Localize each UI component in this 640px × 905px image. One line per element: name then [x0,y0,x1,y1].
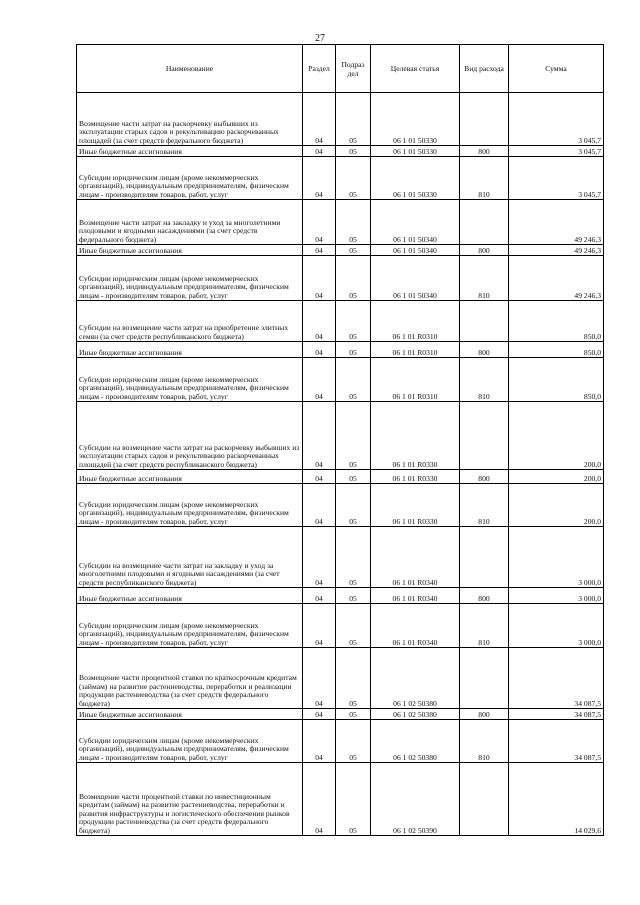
row-name-cell: Субсидии юридическим лицам (кроме некоммерческих организаций), индивидуальным предпринимателям, физическим лицам - производителям товаров, работ, услуг [77,484,303,527]
row-amount-cell: 34 087,5 [509,709,604,720]
row-section-cell: 04 [303,245,336,256]
row-subsection-cell: 05 [336,256,371,301]
table-row [77,484,604,527]
row-article-cell: 06 1 01 50330 [371,146,460,157]
row-article-cell: 06 1 02 50380 [371,720,460,763]
row-article-cell: 06 1 01 R0310 [371,358,460,402]
row-subsection-cell: 05 [336,200,371,245]
table-header-row [77,45,604,93]
row-article-cell: 06 1 02 50380 [371,709,460,720]
row-expense-cell: 810 [460,157,509,200]
row-expense-cell: 810 [460,256,509,301]
row-name-cell: Возмещение части процентной ставки по краткосрочным кредитам (займам) на развитие растениеводства, переработки и реализации продукции растениеводства (за счет средств федерального бюджета) [77,648,303,709]
table-row [77,763,604,836]
table-row [77,648,604,709]
row-name-cell: Иные бюджетные ассигнования [77,709,303,720]
row-section-cell: 04 [303,301,336,342]
row-section-cell: 04 [303,484,336,527]
row-name-cell: Иные бюджетные ассигнования [77,245,303,256]
row-section-cell: 04 [303,200,336,245]
row-amount-cell: 34 087,5 [509,648,604,709]
row-name-cell: Субсидии юридическим лицам (кроме некоммерческих организаций), индивидуальным предпринимателям, физическим лицам - производителям товаров, работ, услуг [77,720,303,763]
row-subsection-cell: 05 [336,720,371,763]
row-section-cell: 04 [303,157,336,200]
row-subsection-cell: 05 [336,484,371,527]
row-subsection-cell: 05 [336,157,371,200]
row-expense-cell [460,648,509,709]
row-subsection-cell: 05 [336,342,371,358]
row-section-cell: 04 [303,93,336,146]
row-expense-cell [460,301,509,342]
row-amount-cell: 3 045,7 [509,93,604,146]
table-row [77,720,604,763]
row-expense-cell [460,200,509,245]
row-amount-cell: 49 246,3 [509,245,604,256]
row-name-cell: Возмещение части процентной ставки по инвестиционным кредитам (займам) на развитие растениеводства, переработки и развития инфраструктуры и логистического обеспечения рынков продукции растениеводства (за счет средств федерального бюджета) [77,763,303,836]
row-expense-cell: 810 [460,720,509,763]
row-section-cell: 04 [303,358,336,402]
header-section: Раздел [303,45,336,93]
header-target-article: Целевая статья [371,45,460,93]
row-amount-cell: 850,0 [509,301,604,342]
row-amount-cell: 34 087,5 [509,720,604,763]
row-name-cell: Иные бюджетные ассигнования [77,146,303,157]
row-article-cell: 06 1 01 50330 [371,157,460,200]
row-article-cell: 06 1 01 R0310 [371,342,460,358]
row-expense-cell: 810 [460,358,509,402]
row-expense-cell: 810 [460,484,509,527]
row-article-cell: 06 1 01 R0330 [371,402,460,470]
row-amount-cell: 3 000,0 [509,604,604,648]
row-amount-cell: 850,0 [509,358,604,402]
row-amount-cell: 850,0 [509,342,604,358]
row-expense-cell: 800 [460,342,509,358]
row-name-cell: Субсидии на возмещение части затрат на раскорчевку выбывших из эксплуатации старых садов и рекультивацию раскорчеванных площадей (за счет средств республиканского бюджета) [77,402,303,470]
row-amount-cell: 200,0 [509,402,604,470]
row-expense-cell: 800 [460,245,509,256]
row-name-cell: Субсидии юридическим лицам (кроме некоммерческих организаций), индивидуальным предпринимателям, физическим лицам - производителям товаров, работ, услуг [77,604,303,648]
table-row [77,588,604,604]
row-article-cell: 06 1 01 50340 [371,200,460,245]
table-row [77,402,604,470]
row-name-cell: Субсидии юридическим лицам (кроме некоммерческих организаций), индивидуальным предпринимателям, физическим лицам - производителям товаров, работ, услуг [77,157,303,200]
row-amount-cell: 3 045,7 [509,157,604,200]
row-expense-cell: 800 [460,146,509,157]
table-row [77,146,604,157]
row-section-cell: 04 [303,146,336,157]
row-name-cell: Возмещение части затрат на закладку и уход за многолетними плодовыми и ягодными насаждениями (за счет средств федерального бюджета) [77,200,303,245]
row-section-cell: 04 [303,763,336,836]
row-article-cell: 06 1 01 R0340 [371,604,460,648]
table-row [77,527,604,588]
row-section-cell: 04 [303,588,336,604]
row-name-cell: Субсидии на возмещение части затрат на приобретение элитных семян (за счет средств республиканского бюджета) [77,301,303,342]
row-name-cell: Иные бюджетные ассигнования [77,588,303,604]
row-subsection-cell: 05 [336,301,371,342]
table-row [77,604,604,648]
row-subsection-cell: 05 [336,245,371,256]
row-name-cell: Субсидии юридическим лицам (кроме некоммерческих организаций), индивидуальным предпринимателям, физическим лицам - производителям товаров, работ, услуг [77,358,303,402]
page-number: 27 [315,33,325,44]
row-subsection-cell: 05 [336,709,371,720]
row-article-cell: 06 1 02 50390 [371,763,460,836]
row-expense-cell [460,93,509,146]
row-section-cell: 04 [303,720,336,763]
row-amount-cell: 200,0 [509,470,604,484]
table-row [77,157,604,200]
row-section-cell: 04 [303,402,336,470]
row-article-cell: 06 1 01 R0340 [371,588,460,604]
row-subsection-cell: 05 [336,146,371,157]
row-name-cell: Субсидии юридическим лицам (кроме некоммерческих организаций), индивидуальным предпринимателям, физическим лицам - производителям товаров, работ, услуг [77,256,303,301]
table-row [77,358,604,402]
row-subsection-cell: 05 [336,93,371,146]
row-amount-cell: 14 029,6 [509,763,604,836]
row-expense-cell: 810 [460,604,509,648]
row-section-cell: 04 [303,342,336,358]
table-body [77,93,604,836]
table-row [77,342,604,358]
header-amount: Сумма [509,45,604,93]
header-name: Наименование [77,45,303,93]
row-section-cell: 04 [303,527,336,588]
row-subsection-cell: 05 [336,358,371,402]
row-subsection-cell: 05 [336,604,371,648]
row-subsection-cell: 05 [336,648,371,709]
table-row [77,301,604,342]
row-expense-cell [460,763,509,836]
row-amount-cell: 3 000,0 [509,588,604,604]
row-amount-cell: 200,0 [509,484,604,527]
row-section-cell: 04 [303,648,336,709]
row-subsection-cell: 05 [336,588,371,604]
row-section-cell: 04 [303,256,336,301]
row-name-cell: Иные бюджетные ассигнования [77,470,303,484]
table-row [77,709,604,720]
row-name-cell: Возмещение части затрат на раскорчевку выбывших из эксплуатации старых садов и рекультивацию раскорчеванных площадей (за счет средств федерального бюджета) [77,93,303,146]
row-expense-cell [460,527,509,588]
row-amount-cell: 49 246,3 [509,200,604,245]
table-row [77,256,604,301]
row-section-cell: 04 [303,470,336,484]
row-section-cell: 04 [303,709,336,720]
header-expense-type: Вид расхода [460,45,509,93]
row-expense-cell: 800 [460,709,509,720]
row-article-cell: 06 1 01 R0330 [371,470,460,484]
row-article-cell: 06 1 01 50330 [371,93,460,146]
row-article-cell: 06 1 01 R0330 [371,484,460,527]
row-subsection-cell: 05 [336,527,371,588]
table-row [77,200,604,245]
header-subsection: Подраз дел [336,45,371,93]
row-article-cell: 06 1 01 50340 [371,245,460,256]
row-subsection-cell: 05 [336,470,371,484]
row-subsection-cell: 05 [336,402,371,470]
row-name-cell: Иные бюджетные ассигнования [77,342,303,358]
row-expense-cell: 800 [460,470,509,484]
row-name-cell: Субсидии на возмещение части затрат на закладку и уход за многолетними плодовыми и ягодными насаждениями (за счет средств республиканского бюджета) [77,527,303,588]
row-article-cell: 06 1 01 50340 [371,256,460,301]
table-row [77,470,604,484]
row-subsection-cell: 05 [336,763,371,836]
table-row [77,245,604,256]
row-amount-cell: 3 045,7 [509,146,604,157]
row-amount-cell: 49 246,3 [509,256,604,301]
table-row [77,93,604,146]
row-amount-cell: 3 000,0 [509,527,604,588]
budget-table [76,44,604,836]
row-expense-cell [460,402,509,470]
row-expense-cell: 800 [460,588,509,604]
row-section-cell: 04 [303,604,336,648]
row-article-cell: 06 1 01 R0340 [371,527,460,588]
row-article-cell: 06 1 02 50380 [371,648,460,709]
row-article-cell: 06 1 01 R0310 [371,301,460,342]
